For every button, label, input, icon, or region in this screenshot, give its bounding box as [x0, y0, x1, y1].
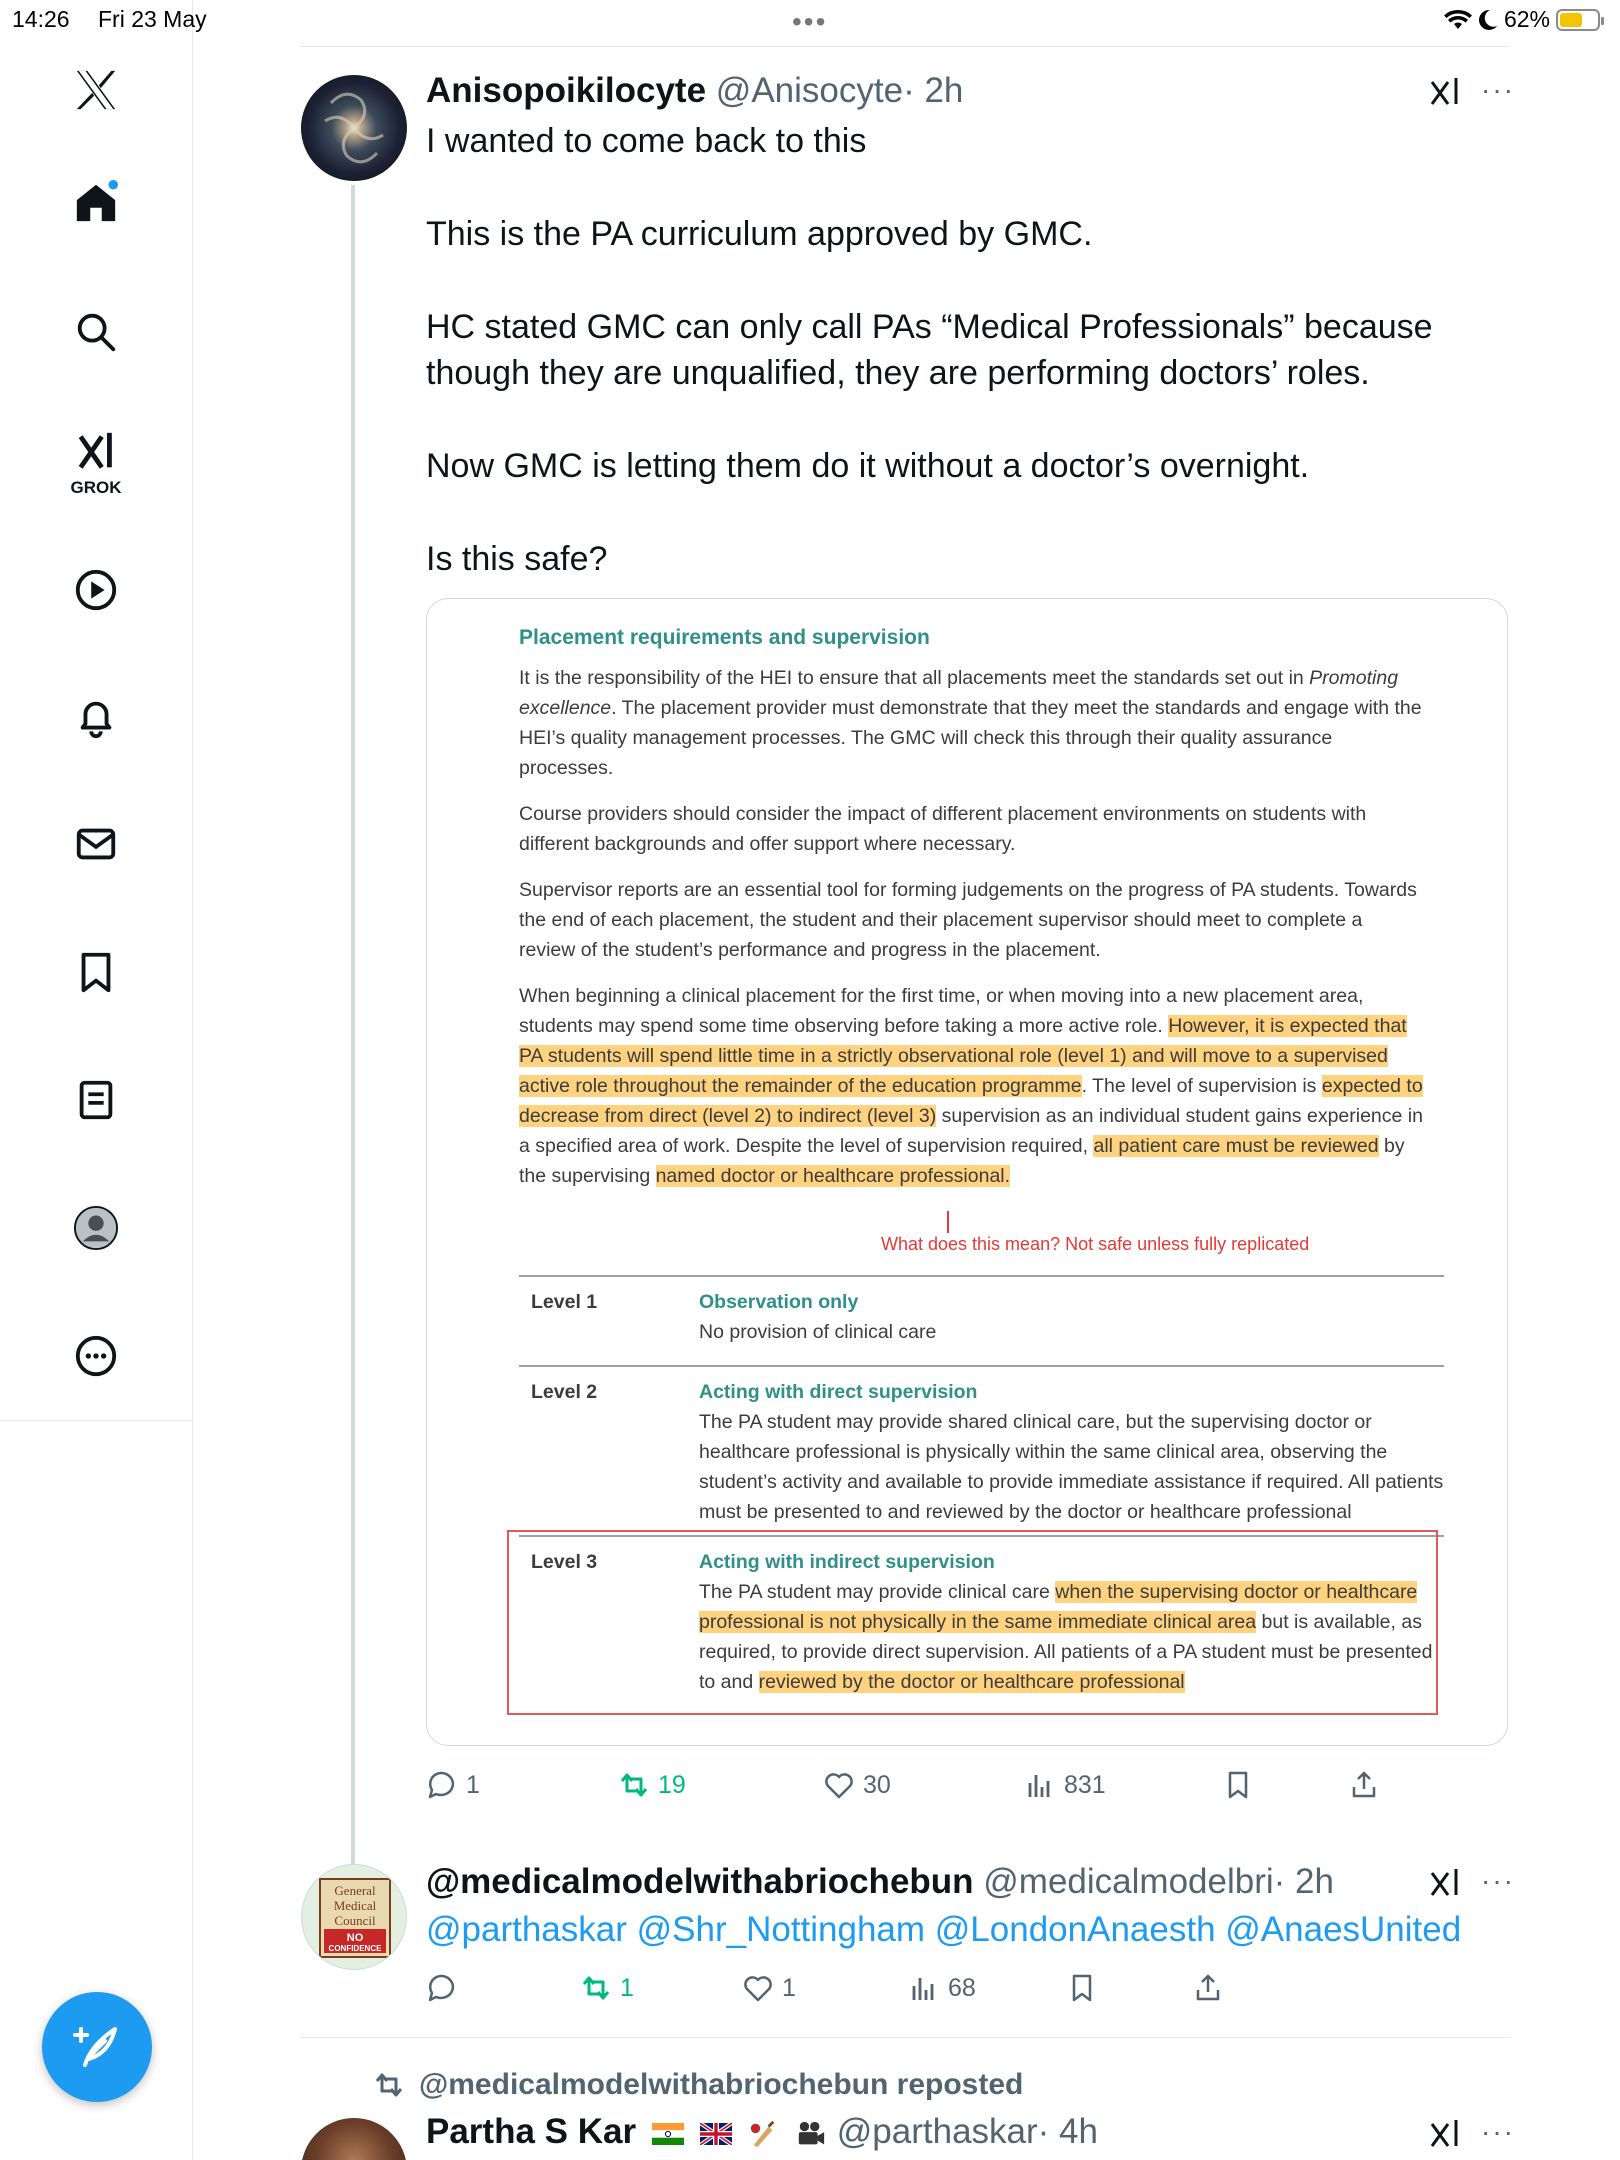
author-name[interactable]: @medicalmodelwithabriochebun — [426, 1862, 974, 1901]
doc-text: When beginning a clinical placement for the first time, or when moving into a new placement area, students may spend some time observing before taking a more active role. — [519, 985, 1364, 1037]
repost-count: 19 — [658, 1770, 686, 1799]
level-label: Level 3 — [531, 1551, 598, 1573]
tweet-mentions[interactable]: @parthaskar @Shr_Nottingham @LondonAnaesth @AnaesUnited — [426, 1910, 1462, 1949]
reply-count: 1 — [466, 1770, 480, 1799]
reply-icon — [426, 1769, 458, 1801]
notifications-bell-icon[interactable] — [66, 688, 126, 748]
view-count: 68 — [948, 1973, 976, 2002]
avatar-text: Council — [334, 1913, 376, 1928]
share-icon — [1192, 1972, 1224, 2004]
share-icon — [1348, 1769, 1380, 1801]
level-body — [699, 1287, 1444, 1347]
tweet-media-image[interactable] — [426, 598, 1508, 1746]
sidebar — [0, 0, 193, 2160]
level-title: Acting with direct supervision — [699, 1381, 978, 1403]
document-paragraph — [519, 663, 1424, 783]
view-count: 831 — [1064, 1770, 1106, 1799]
galaxy-image — [301, 75, 407, 181]
doc-text: supervision as an individual student gains experience in a specified area of work. Despite the level of supervision required, — [519, 1105, 1423, 1157]
reply-icon — [426, 1972, 458, 2004]
grok-explain-icon[interactable] — [1428, 1865, 1464, 1901]
handwritten-annotation: What does this mean? Not safe unless fully replicated — [881, 1234, 1310, 1254]
level-text — [699, 1577, 1444, 1697]
compose-icon — [69, 2019, 125, 2075]
tweet-paragraph: Is this safe? — [426, 540, 608, 578]
author-handle[interactable]: @medicalmodelbri — [983, 1862, 1274, 1901]
tweet-time[interactable]: · 4h — [1037, 2112, 1098, 2151]
author-name[interactable]: Anisopoikilocyte — [426, 71, 707, 110]
doc-highlight: reviewed by the doctor or healthcare professional — [758, 1671, 1185, 1693]
level-label: Level 2 — [531, 1381, 598, 1403]
heart-icon — [823, 1769, 855, 1801]
level-text: The PA student may provide shared clinical care, but the supervising doctor or healthcare professional is physically within the same clinical area, observing the student’s activity and available to provide immediate assistance if required. All patients must be presented to and reviewed by the doctor or healthcare professional — [699, 1411, 1444, 1523]
author-name[interactable]: Partha S Kar — [426, 2112, 637, 2151]
tweet-time[interactable]: · 2h — [903, 71, 964, 110]
tweet-more-icon[interactable]: ··· — [1481, 2116, 1515, 2147]
views-chart-icon — [908, 1972, 940, 2004]
tweet-header — [426, 1862, 1334, 1902]
tweet-paragraph: HC stated GMC can only call PAs “Medical Professionals” because though they are unqualified, they are performing doctors’ roles. — [426, 308, 1433, 392]
views-button[interactable] — [908, 1968, 976, 2008]
level-label: Level 1 — [531, 1291, 598, 1313]
tweet-time[interactable]: · 2h — [1273, 1862, 1334, 1901]
search-icon[interactable] — [66, 302, 126, 362]
grok-explain-icon[interactable] — [1428, 74, 1464, 110]
bookmark-button[interactable] — [1066, 1968, 1098, 2008]
repost-button[interactable] — [580, 1968, 634, 2008]
tweet-paragraph: This is the PA curriculum approved by GMC. — [426, 215, 1093, 253]
india-flag-icon — [652, 2123, 684, 2145]
doc-highlight: all patient care must be reviewed — [1093, 1135, 1379, 1157]
author-handle[interactable]: @parthaskar — [836, 2112, 1038, 2151]
doc-highlight: expected to decrease from direct (level 2) to indirect (level 3) — [519, 1075, 1423, 1127]
like-button[interactable] — [742, 1968, 796, 2008]
tweet-more-icon[interactable]: ··· — [1481, 1865, 1515, 1896]
doc-highlight: named doctor or healthcare professional. — [655, 1165, 1011, 1187]
more-options-icon[interactable] — [66, 1326, 126, 1386]
tweet-divider — [300, 2037, 1510, 2038]
views-button[interactable] — [1024, 1765, 1106, 1805]
repost-label[interactable]: @medicalmodelwithabriochebun reposted — [419, 2068, 1024, 2101]
uk-flag-icon — [700, 2123, 732, 2145]
repost-icon — [618, 1769, 650, 1801]
grok-explain-icon[interactable] — [1428, 2116, 1464, 2152]
doc-text: The PA student may provide clinical care — [699, 1581, 1056, 1603]
like-button[interactable] — [823, 1765, 891, 1805]
level-text: No provision of clinical care — [699, 1321, 937, 1343]
repost-context — [373, 2068, 1023, 2102]
battery-icon — [1556, 9, 1600, 31]
doc-text: but is available, as required, to provide direct supervision. All patients of a PA student must be presented to and — [699, 1611, 1433, 1693]
views-chart-icon — [1024, 1769, 1056, 1801]
lists-icon[interactable] — [66, 1070, 126, 1130]
multitask-dots[interactable]: ••• — [792, 6, 828, 37]
supervision-levels-table — [519, 1275, 1444, 1701]
compose-button[interactable] — [42, 1992, 152, 2102]
profile-avatar-icon[interactable] — [66, 1198, 126, 1258]
thread-line — [351, 185, 355, 1875]
sidebar-divider — [0, 1420, 193, 1421]
status-time: 14:26 — [12, 6, 70, 32]
like-count: 30 — [863, 1770, 891, 1799]
doc-emphasis: Promoting excellence — [519, 667, 1399, 719]
tweet-paragraph: Now GMC is letting them do it without a doctor’s overnight. — [426, 447, 1310, 485]
document-page — [519, 623, 1444, 1693]
level-body — [699, 1377, 1444, 1527]
tweet-text — [426, 118, 1446, 582]
wifi-icon — [1444, 9, 1472, 31]
moon-icon — [1478, 9, 1498, 31]
doc-highlight: when the supervising doctor or healthcare professional is not physically in the same immediate clinical area — [699, 1581, 1418, 1633]
avatar-text: Medical — [333, 1898, 377, 1913]
cricket-icon — [747, 2119, 779, 2149]
level-row — [519, 1365, 1444, 1531]
reply-button[interactable] — [426, 1968, 466, 2008]
tweet-more-icon[interactable]: ··· — [1481, 74, 1515, 105]
doc-highlight: However, it is expected that PA students will spend little time in a strictly observational role (level 1) and will move to a supervised active role throughout the remainder of the education programme — [519, 1015, 1407, 1097]
bookmark-icon — [1222, 1769, 1254, 1801]
document-heading: Placement requirements and supervision — [519, 626, 930, 649]
doc-text: . The level of supervision is — [1081, 1075, 1322, 1097]
heart-icon — [742, 1972, 774, 2004]
avatar-text: NO — [346, 1932, 364, 1944]
gmc-no-confidence-logo — [302, 1865, 407, 1970]
tweet-header — [426, 2112, 1098, 2152]
messages-envelope-icon[interactable] — [66, 814, 126, 874]
status-indicators — [1444, 6, 1600, 33]
timeline — [193, 0, 1620, 2160]
level-title: Acting with indirect supervision — [699, 1551, 995, 1573]
home-icon[interactable] — [66, 172, 126, 232]
author-handle[interactable]: @Anisocyte — [715, 71, 904, 110]
battery-percent: 62% — [1503, 6, 1550, 32]
document-paragraph — [519, 981, 1424, 1191]
status-date: Fri 23 May — [98, 6, 207, 32]
repost-button[interactable] — [618, 1765, 686, 1805]
avatar-anisocyte[interactable] — [301, 75, 407, 181]
doc-text: It is the responsibility of the HEI to ensure that all placements meet the standards set out in — [519, 667, 1310, 689]
avatar-parthaskar[interactable] — [301, 2118, 407, 2160]
repost-count: 1 — [620, 1973, 634, 2002]
bookmark-button[interactable] — [1222, 1765, 1254, 1805]
status-bar — [0, 0, 1620, 40]
avatar-medicalmodel[interactable] — [301, 1864, 407, 1970]
level-row — [519, 1535, 1444, 1701]
avatar-text: CONFIDENCE — [328, 1944, 382, 1953]
level-row — [519, 1275, 1444, 1351]
level-title: Observation only — [699, 1291, 859, 1313]
tweet-actions — [426, 1765, 1508, 1805]
bookmark-icon — [1066, 1972, 1098, 2004]
reply-button[interactable] — [426, 1765, 480, 1805]
repost-icon — [373, 2069, 405, 2101]
like-count: 1 — [782, 1973, 796, 2002]
repost-icon — [580, 1972, 612, 2004]
battery-fill — [1560, 13, 1582, 27]
tweet-divider — [300, 46, 1510, 47]
x-logo-icon[interactable] — [66, 60, 126, 120]
level-body — [699, 1547, 1444, 1697]
bookmarks-icon[interactable] — [66, 942, 126, 1002]
document-paragraph: Supervisor reports are an essential tool for forming judgements on the progress of PA students. Towards the end of each placement, the student and their placement supervisor should meet to complete a review of the student’s performance and progress in the placement. — [519, 879, 1417, 961]
document-paragraph: Course providers should consider the impact of different placement environments on students with different backgrounds and offer support where necessary. — [519, 803, 1367, 855]
tweet-paragraph: I wanted to come back to this — [426, 122, 867, 160]
doc-text: . The placement provider must demonstrate that they meet the standards and engage with the HEI’s quality management processes. The GMC will check this through their quality assurance processes. — [519, 697, 1422, 779]
video-icon[interactable] — [66, 560, 126, 620]
grok-icon[interactable] — [66, 422, 126, 482]
avatar-text: General — [334, 1883, 376, 1898]
share-button[interactable] — [1192, 1968, 1224, 2008]
tweet-actions — [426, 1968, 1426, 2008]
camera-icon — [795, 2119, 827, 2149]
doc-text: by the supervising — [519, 1135, 1405, 1187]
share-button[interactable] — [1348, 1765, 1380, 1805]
tweet-header — [426, 71, 963, 111]
grok-label: GROK — [70, 478, 122, 497]
